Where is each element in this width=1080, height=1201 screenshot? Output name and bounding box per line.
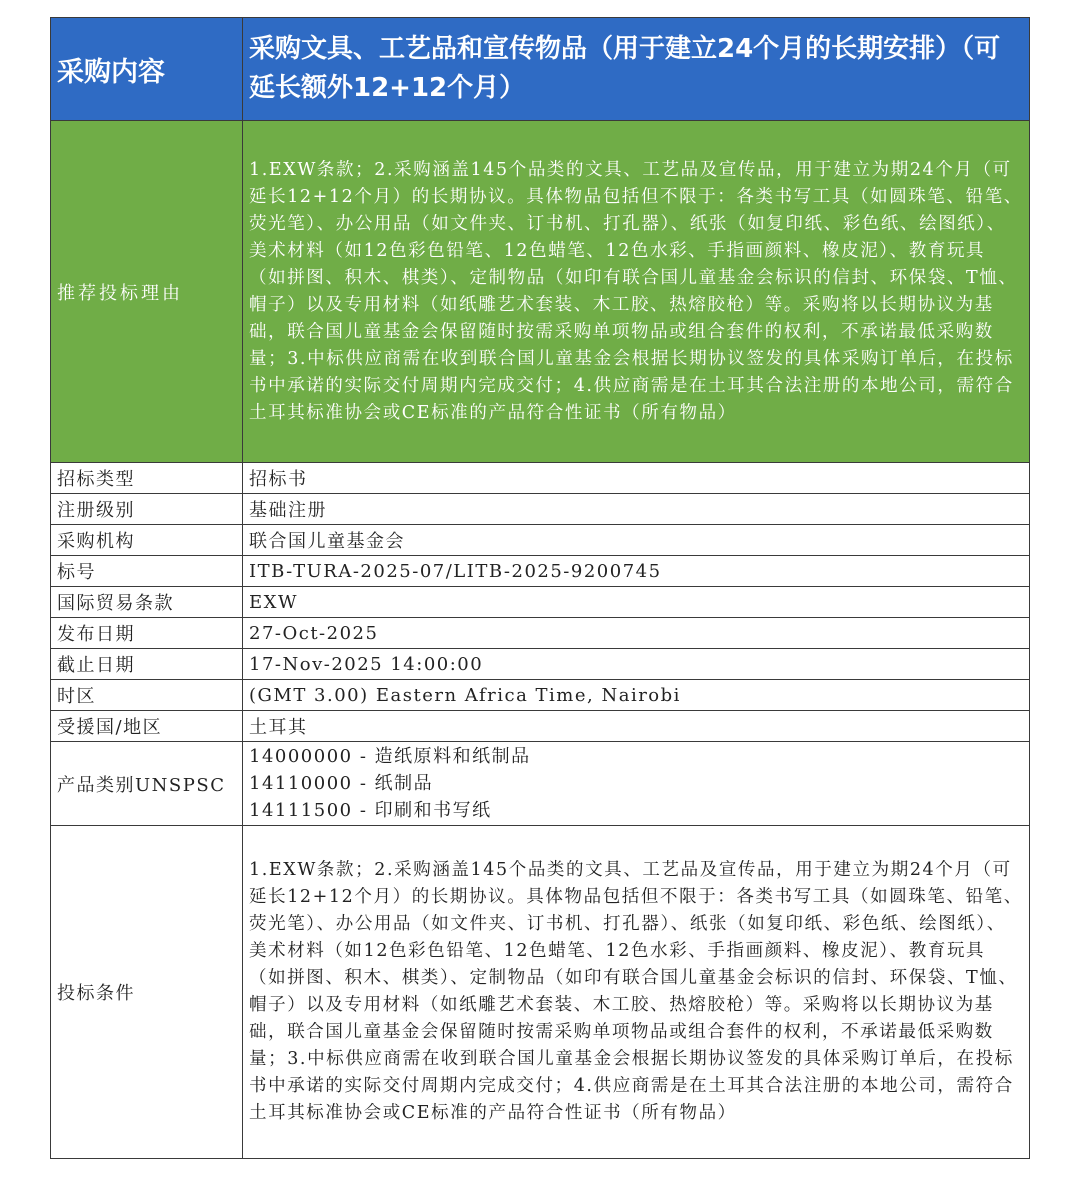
table-row <box>51 711 1030 742</box>
row-key-incoterms: 国际贸易条款 <box>51 587 243 618</box>
row-value-registration: 基础注册 <box>243 494 1030 525</box>
header-title: 采购文具、工艺品和宣传物品（用于建立24个月的长期安排）（可延长额外12+12个月） <box>243 18 1030 121</box>
table-row <box>51 680 1030 711</box>
table-row <box>51 463 1030 494</box>
row-key-agency: 采购机构 <box>51 525 243 556</box>
row-key-country: 受援国/地区 <box>51 711 243 742</box>
unspsc-line: 14110000 - 纸制品 <box>249 773 434 794</box>
row-key-registration: 注册级别 <box>51 494 243 525</box>
row-value-incoterms: EXW <box>243 587 1030 618</box>
recommendation-text: 1.EXW条款；2.采购涵盖145个品类的文具、工艺品及宣传品，用于建立为期24个月（可延长12+12个月）的长期协议。具体物品包括但不限于：各类书写工具（如圆珠笔、铅笔、荧光笔）、办公用品（如文件夹、订书机、打孔器）、纸张（如复印纸、彩色纸、绘图纸）、美术材料（如12色彩色铅笔、12色蜡笔、12色水彩、手指画颜料、橡皮泥）、教育玩具（如拼图、积木、棋类）、定制物品（如印有联合国儿童基金会标识的信封、环保袋、T恤、帽子）以及专用材料（如纸雕艺术套装、木工胶、热熔胶枪）等。采购将以长期协议为基础，联合国儿童基金会保留随时按需采购单项物品或组合套件的权利，不承诺最低采购数量；3.中标供应商需在收到联合国儿童基金会根据长期协议签发的具体采购订单后，在投标书中承诺的实际交付周期内完成交付；4.供应商需是在土耳其合法注册的本地公司，需符合土耳其标准协会或CE标准的产品符合性证书（所有物品） <box>243 121 1030 463</box>
table-row <box>51 556 1030 587</box>
row-key-timezone: 时区 <box>51 680 243 711</box>
row-value-agency: 联合国儿童基金会 <box>243 525 1030 556</box>
row-value-reference: ITB-TURA-2025-07/LITB-2025-9200745 <box>243 556 1030 587</box>
recommendation-row <box>51 121 1030 463</box>
row-value-tender-type: 招标书 <box>243 463 1030 494</box>
tender-info-table <box>50 17 1030 1159</box>
table-row <box>51 587 1030 618</box>
unspsc-row <box>51 742 1030 826</box>
row-value-deadline: 17-Nov-2025 14:00:00 <box>243 649 1030 680</box>
unspsc-line: 14000000 - 造纸原料和纸制品 <box>249 746 531 767</box>
row-key-deadline: 截止日期 <box>51 649 243 680</box>
row-value-country: 土耳其 <box>243 711 1030 742</box>
row-value-published: 27-Oct-2025 <box>243 618 1030 649</box>
conditions-text: 1.EXW条款；2.采购涵盖145个品类的文具、工艺品及宣传品，用于建立为期24个月（可延长12+12个月）的长期协议。具体物品包括但不限于：各类书写工具（如圆珠笔、铅笔、荧光笔）、办公用品（如文件夹、订书机、打孔器）、纸张（如复印纸、彩色纸、绘图纸）、美术材料（如12色彩色铅笔、12色蜡笔、12色水彩、手指画颜料、橡皮泥）、教育玩具（如拼图、积木、棋类）、定制物品（如印有联合国儿童基金会标识的信封、环保袋、T恤、帽子）以及专用材料（如纸雕艺术套装、木工胶、热熔胶枪）等。采购将以长期协议为基础，联合国儿童基金会保留随时按需采购单项物品或组合套件的权利，不承诺最低采购数量；3.中标供应商需在收到联合国儿童基金会根据长期协议签发的具体采购订单后，在投标书中承诺的实际交付周期内完成交付；4.供应商需是在土耳其合法注册的本地公司，需符合土耳其标准协会或CE标准的产品符合性证书（所有物品） <box>243 826 1030 1159</box>
header-row <box>51 18 1030 121</box>
unspsc-values <box>243 742 1030 826</box>
table-row <box>51 618 1030 649</box>
row-key-reference: 标号 <box>51 556 243 587</box>
recommendation-key: 推荐投标理由 <box>51 121 243 463</box>
conditions-key: 投标条件 <box>51 826 243 1159</box>
table-row <box>51 649 1030 680</box>
unspsc-key: 产品类别UNSPSC <box>51 742 243 826</box>
unspsc-line: 14111500 - 印刷和书写纸 <box>249 800 492 821</box>
row-key-tender-type: 招标类型 <box>51 463 243 494</box>
header-key: 采购内容 <box>51 18 243 121</box>
table-row <box>51 525 1030 556</box>
row-key-published: 发布日期 <box>51 618 243 649</box>
table-row <box>51 494 1030 525</box>
row-value-timezone: (GMT 3.00) Eastern Africa Time, Nairobi <box>243 680 1030 711</box>
conditions-row <box>51 826 1030 1159</box>
